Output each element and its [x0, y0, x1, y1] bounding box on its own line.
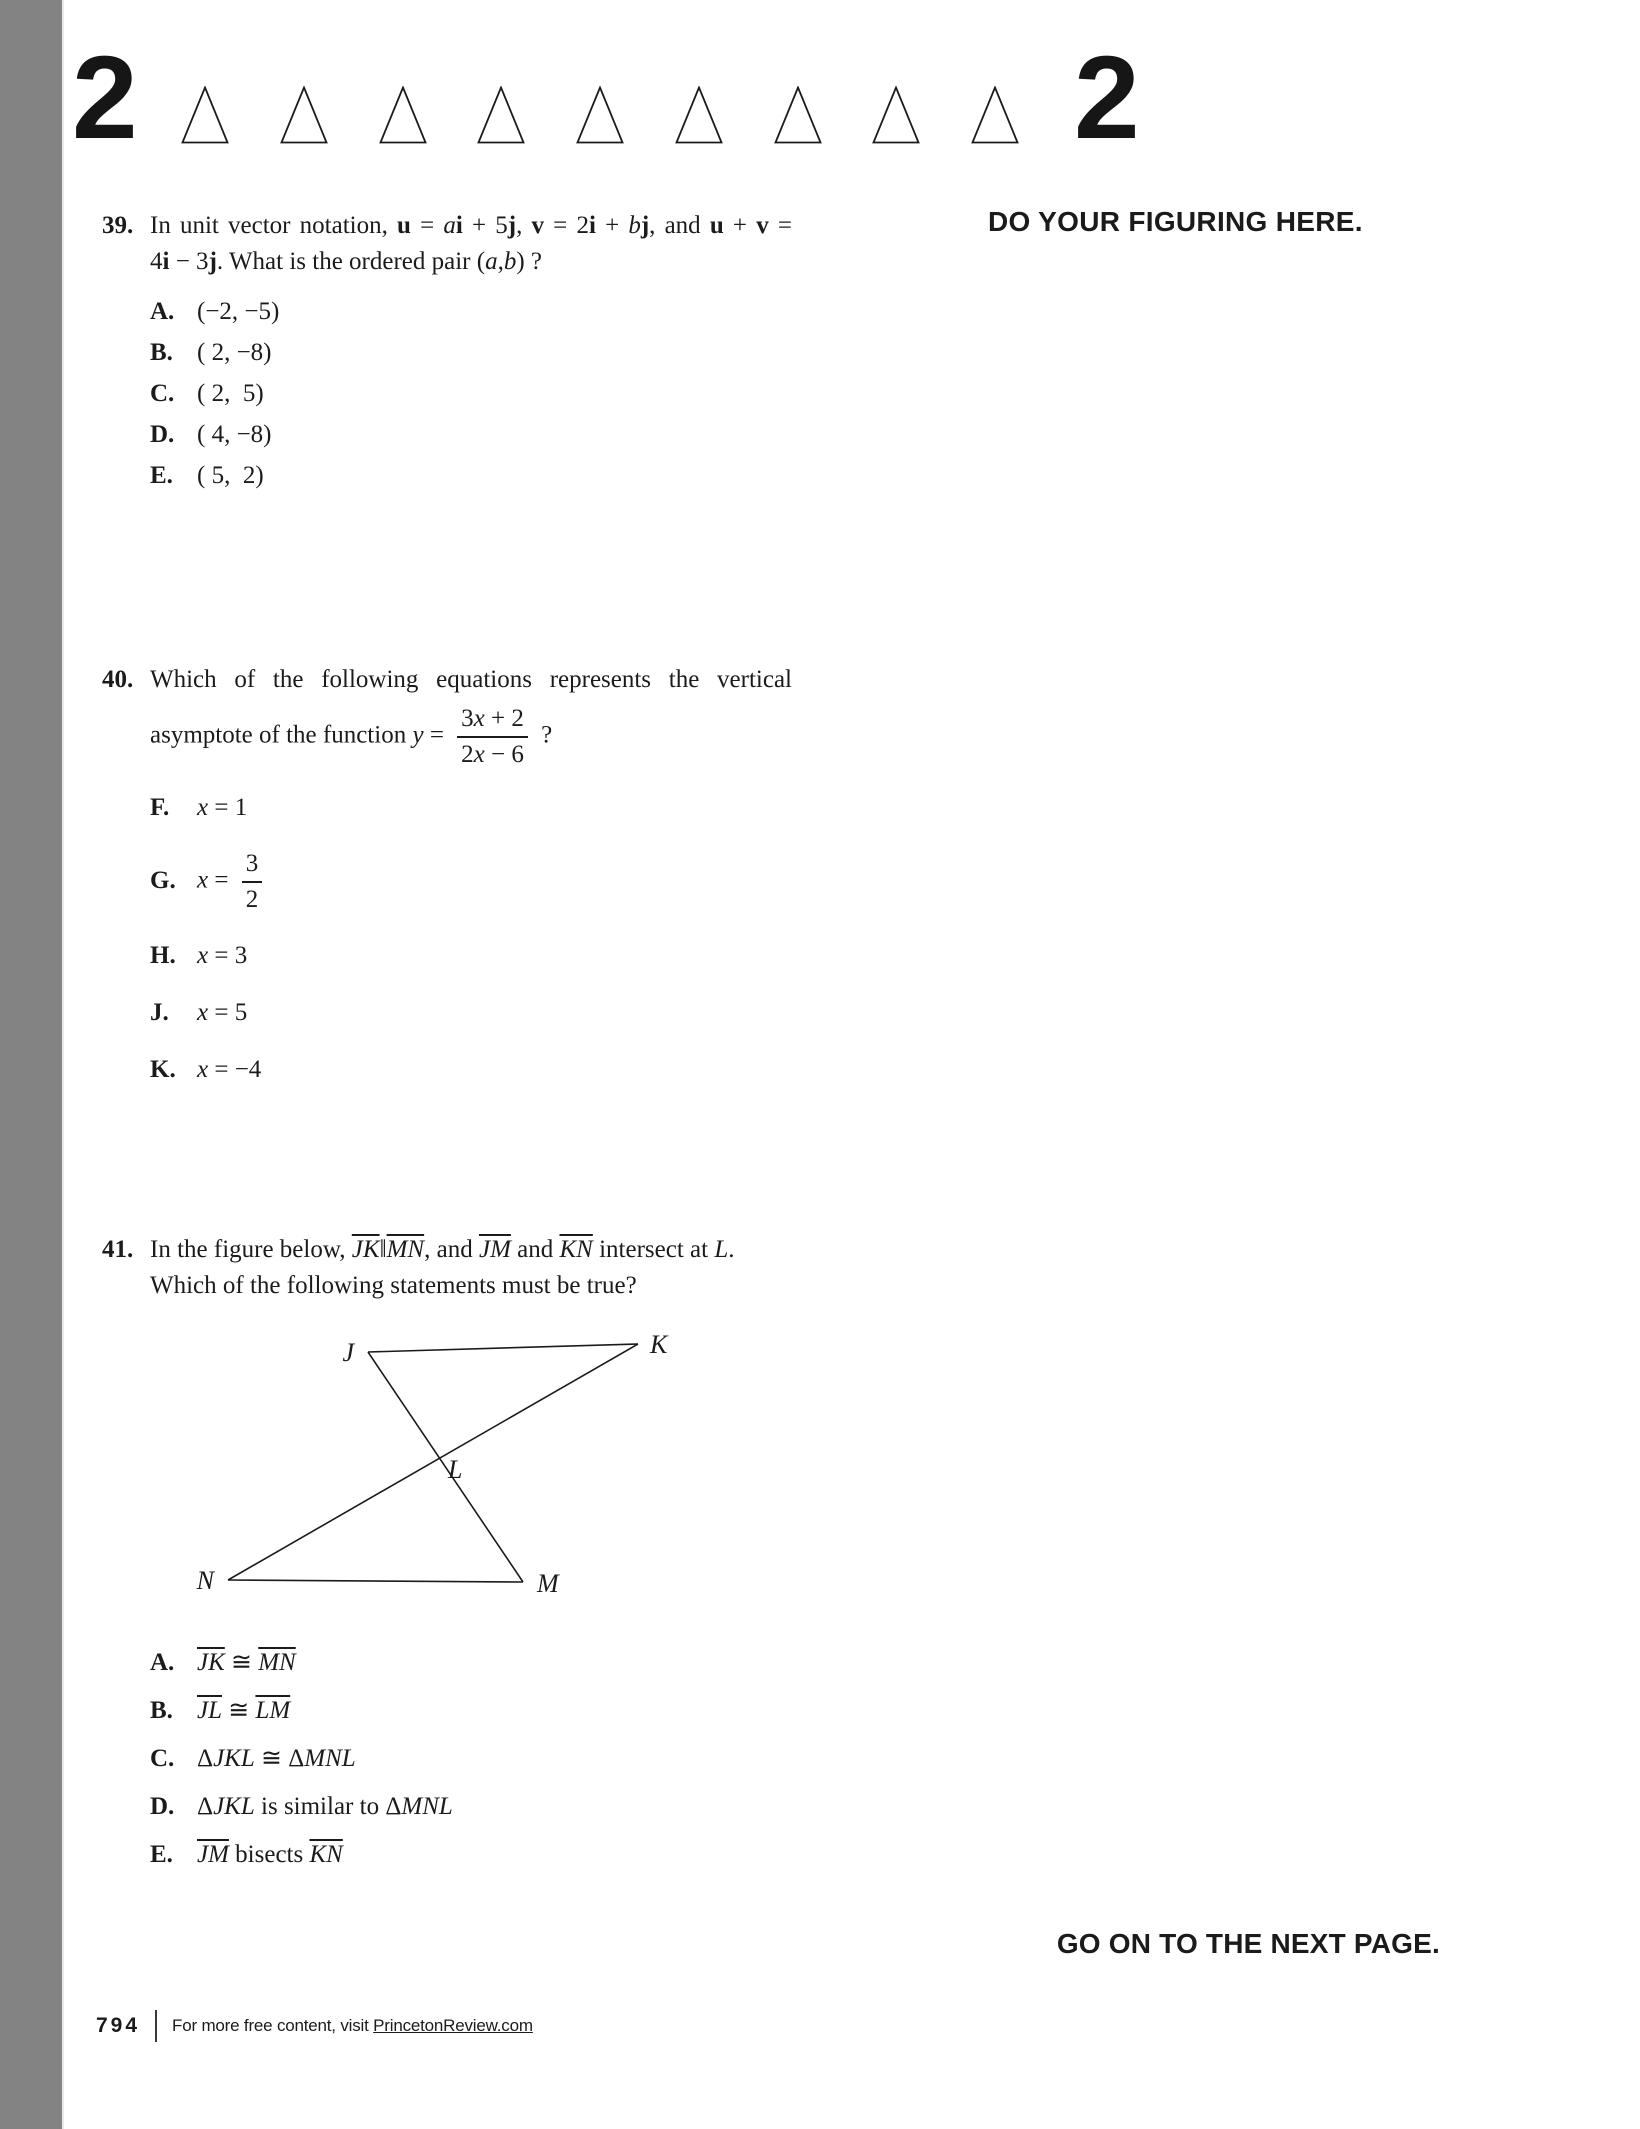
- choice-letter: J.: [150, 999, 169, 1026]
- choice-text: ΔJKL ≅ ΔMNL: [197, 1745, 356, 1772]
- triangle-icon: [181, 86, 229, 144]
- choice-text: ΔJKL is similar to ΔMNL: [197, 1793, 453, 1820]
- choice-text: x = 5: [197, 999, 248, 1026]
- choice-text: x = 3: [197, 942, 248, 969]
- go-on-next-page-note: GO ON TO THE NEXT PAGE.: [1056, 1928, 1440, 1959]
- triangle-icon: [971, 86, 1019, 144]
- triangle-icon: [477, 86, 525, 144]
- question-text-line: 4i − 3j. What is the ordered pair (a,b) ?: [150, 248, 543, 275]
- page-footer: [96, 2010, 533, 2042]
- choice-letter: B.: [150, 1697, 173, 1724]
- geometry-figure: [168, 1330, 710, 1611]
- question-text-line: asymptote of the function y = $\frac{3x + 2}{2x - 6}$ ?: [150, 705, 553, 768]
- page-number: 794: [96, 2014, 141, 2037]
- section-number-left: 2: [72, 32, 138, 164]
- triangle-icon: [675, 86, 723, 144]
- answer-choice: [150, 294, 792, 330]
- choice-text: (−2, −5): [197, 298, 280, 325]
- segment-jm: [368, 1352, 523, 1582]
- point-label-j: J: [342, 1338, 354, 1367]
- fraction: $\frac{3x + 2}{2x - 6}$: [457, 704, 528, 770]
- choice-text: x = 1: [197, 794, 248, 821]
- answer-choice: [150, 417, 792, 453]
- choice-text: ( 2, 5): [197, 380, 264, 407]
- segment-nk: [228, 1344, 638, 1580]
- choice-letter: A.: [150, 1649, 175, 1676]
- answer-choice: [150, 376, 792, 412]
- choice-text: x = $\frac{3}{2}$: [197, 847, 269, 917]
- choice-letter: H.: [150, 942, 176, 969]
- answer-choice-list: [150, 1645, 792, 1873]
- answer-choice: [150, 1741, 792, 1777]
- answer-choice: [150, 1645, 792, 1681]
- answer-choice: [150, 938, 792, 974]
- answer-choice-list: [150, 790, 792, 1088]
- fraction: $\frac{3}{2}$: [242, 849, 263, 915]
- page-edge-bar: [0, 0, 64, 2129]
- question-39: [102, 208, 794, 499]
- choice-letter: D.: [150, 421, 175, 448]
- choice-text: $\overline{JL}$ ≅ $\overline{LM}$: [197, 1697, 291, 1724]
- choice-text: $\overline{JM}$ bisects $\overline{KN}$: [197, 1841, 343, 1868]
- segment-nm: [228, 1580, 523, 1582]
- point-label-l: L: [448, 1455, 463, 1484]
- question-text-line: Which of the following equations represents the vertical: [150, 666, 792, 693]
- section-number-right: 2: [1074, 32, 1140, 164]
- point-label-n: N: [196, 1566, 214, 1595]
- choice-text: ( 2, −8): [197, 339, 272, 366]
- footer-divider: [155, 2010, 157, 2042]
- triangle-icon: [280, 86, 328, 144]
- choice-letter: G.: [150, 866, 176, 894]
- choice-letter: C.: [150, 380, 175, 407]
- question-text-line: Which of the following statements must be true?: [150, 1272, 637, 1299]
- choice-letter: A.: [150, 298, 175, 325]
- answer-choice: [150, 1837, 792, 1873]
- answer-choice: [150, 458, 792, 494]
- choice-letter: D.: [150, 1793, 175, 1820]
- point-label-m: M: [537, 1569, 559, 1598]
- answer-choice-list: [150, 294, 792, 494]
- question-number: 41.: [102, 1236, 134, 1263]
- choice-letter: C.: [150, 1745, 175, 1772]
- triangle-icon: [872, 86, 920, 144]
- answer-choice: [150, 1052, 792, 1088]
- footer-note: [172, 2016, 533, 2036]
- choice-letter: E.: [150, 462, 173, 489]
- choice-text: ( 5, 2): [197, 462, 264, 489]
- triangle-row: [181, 86, 1019, 144]
- answer-choice: [150, 1789, 792, 1825]
- question-text-line: In unit vector notation, u = ai + 5j, v = 2i + bj, and u + v =: [150, 212, 792, 239]
- figuring-header: DO YOUR FIGURING HERE.: [988, 206, 1363, 237]
- choice-letter: B.: [150, 339, 173, 366]
- answer-choice: [150, 1693, 792, 1729]
- choice-letter: E.: [150, 1841, 173, 1868]
- princeton-review-link[interactable]: PrincetonReview.com: [373, 2016, 533, 2035]
- point-label-k: K: [650, 1330, 668, 1359]
- question-40: [102, 662, 794, 1109]
- triangle-icon: [379, 86, 427, 144]
- choice-letter: K.: [150, 1056, 176, 1083]
- answer-choice: [150, 847, 792, 917]
- question-number: 40.: [102, 666, 134, 693]
- choice-text: ( 4, −8): [197, 421, 272, 448]
- choice-text: x = −4: [197, 1056, 262, 1083]
- answer-choice: [150, 995, 792, 1031]
- footer-note-text: For more free content, visit: [172, 2016, 374, 2035]
- answer-choice: [150, 335, 792, 371]
- choice-letter: F.: [150, 794, 170, 821]
- segment-jk: [368, 1344, 638, 1352]
- triangle-icon: [576, 86, 624, 144]
- answer-choice: [150, 790, 792, 826]
- question-41: [102, 1232, 794, 1885]
- question-number: 39.: [102, 212, 134, 239]
- question-text-line: In the figure below, $\overline{JK}‖\overline{MN}$, and $\overline{JM}$ and $\overline{KN}$ intersect at L.: [150, 1236, 735, 1263]
- choice-text: $\overline{JK}$ ≅ $\overline{MN}$: [197, 1649, 296, 1676]
- triangle-icon: [774, 86, 822, 144]
